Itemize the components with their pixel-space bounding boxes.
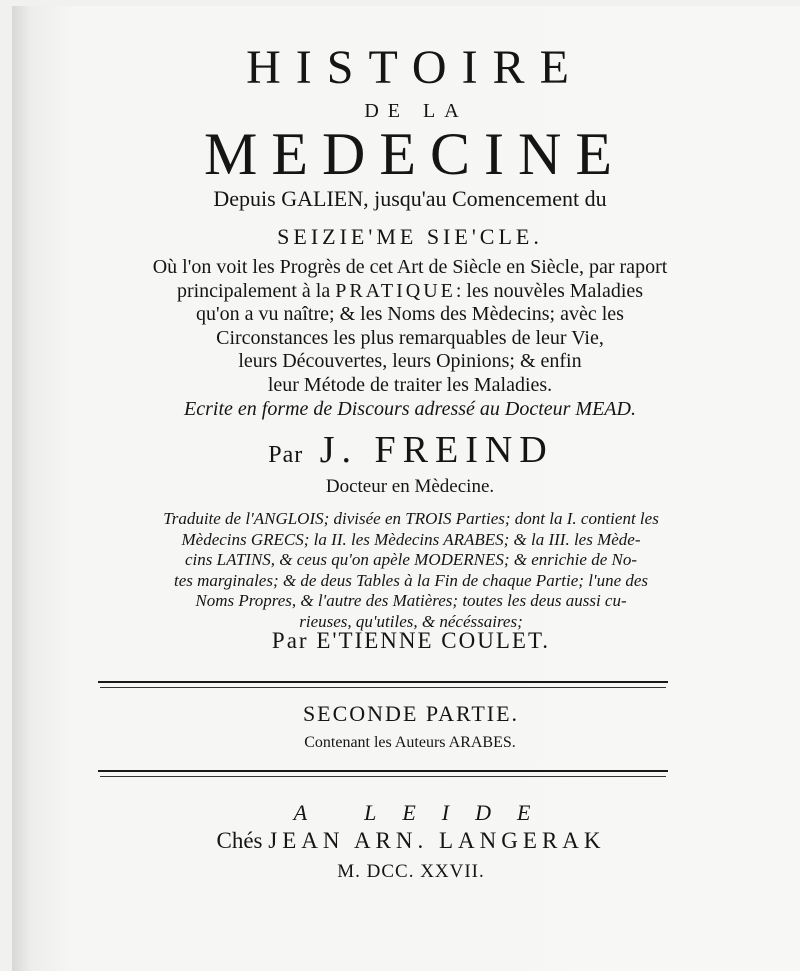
double-rule-bottom-thin [100, 776, 666, 777]
double-rule-bottom-thick [98, 770, 668, 772]
double-rule-top-thin [100, 687, 666, 688]
part-title: SECONDE PARTIE. [302, 701, 520, 726]
translation-block [0, 509, 800, 633]
publisher-prefix: Chés [216, 828, 263, 853]
title-medecine: MEDECINE [204, 121, 626, 187]
description-line: leurs Découvertes, leurs Opinions; & enfin [238, 350, 582, 372]
author-name: J. FREIND [319, 429, 554, 471]
description-line: leur Métode de traiter les Maladies. [267, 373, 553, 396]
title-histoire: HISTOIRE [246, 41, 584, 94]
description-text: principalement à la [176, 279, 331, 302]
subtitle-seizieme-siecle: SEIZIE'ME SIE'CLE. [277, 224, 543, 249]
imprint-place: A LEIDE [293, 800, 557, 825]
description-pratique: PRATIQUE [335, 279, 456, 302]
author-prefix: Par [268, 442, 304, 468]
translation-line: Noms Propres, & l'autre des Matières; toutes les deus aussi cu- [195, 591, 627, 611]
double-rule-top-thick [98, 681, 668, 683]
translation-line: Mèdecins GRECS; la II. les Mèdecins ARABES; & la III. les Mède- [181, 529, 641, 549]
subtitle-depuis-galien: Depuis GALIEN, jusqu'au Comencement du [213, 186, 607, 211]
description-text: : les nouvèles Maladies [455, 279, 644, 302]
translation-line: cins LATINS, & ceus qu'on apèle MODERNES; & enrichie de No- [184, 550, 637, 570]
translation-line: tes marginales; & de deus Tables à la Fin de chaque Partie; l'une des [173, 570, 649, 590]
translator-line: Par E'TIENNE COULET. [271, 628, 551, 653]
publisher-name: JEAN ARN. LANGERAK [268, 828, 606, 853]
description-line: Circonstances les plus remarquables de leur Vie, [216, 326, 604, 349]
part-contents: Contenant les Auteurs ARABES. [304, 734, 516, 751]
dedication-line: Ecrite en forme de Discours adressé au Docteur MEAD. [184, 398, 636, 420]
author-role: Docteur en Mèdecine. [325, 476, 495, 497]
translation-line: Traduite de l'ANGLOIS; divisée en TROIS Parties; dont la I. contient les [163, 509, 659, 528]
description-block [0, 256, 800, 397]
title-de-la: DE LA [364, 100, 468, 122]
description-line [20, 280, 800, 304]
imprint-year: M. DCC. XXVII. [337, 861, 485, 882]
imprint-publisher [0, 828, 800, 854]
description-line: Où l'on voit les Progrès de cet Art de Siècle en Siècle, par raport [152, 256, 668, 278]
description-line: qu'on a vu naître; & les Noms des Mèdecins; avèc les [196, 303, 624, 325]
translation-line: rieuses, qu'utiles, & nécéssaires; [299, 611, 523, 631]
author-line [0, 428, 800, 472]
